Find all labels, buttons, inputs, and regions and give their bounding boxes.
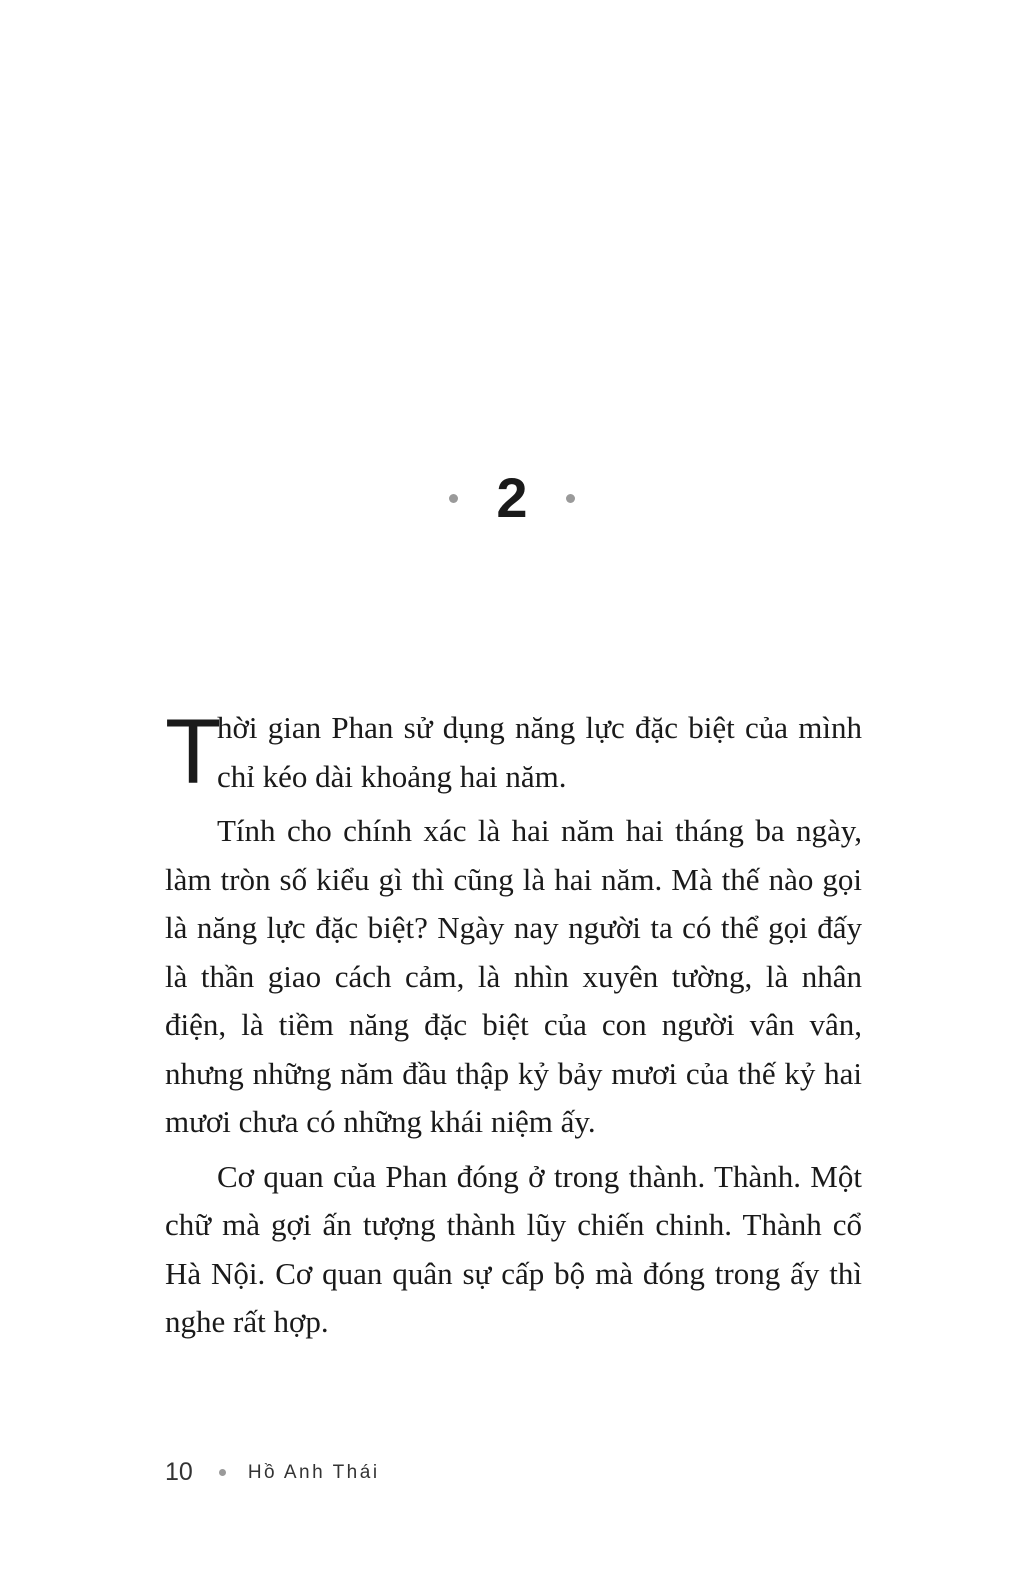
chapter-heading	[0, 460, 1024, 536]
drop-cap: T	[165, 701, 222, 803]
author-name: Hồ Anh Thái	[247, 1461, 380, 1483]
chapter-number: 2	[496, 466, 528, 529]
bullet-dot-icon	[219, 1469, 226, 1476]
paragraph-text: hời gian Phan sử dụng năng lực đặc biệt của mình chỉ kéo dài khoảng hai năm.	[217, 710, 862, 794]
page-number: 10	[165, 1458, 193, 1486]
paragraph	[165, 701, 862, 803]
paragraph: Tính cho chính xác là hai năm hai tháng ba ngày, làm tròn số kiểu gì thì cũng là hai năm. Mà thế nào gọi là năng lực đặc biệt? Ngày nay người ta có thể gọi đấy là thần giao cách cảm, là nhìn xuyên tường, là nhân điện, là tiềm năng đặc biệt của con người vân vân, nhưng những năm đầu thập kỷ bảy mươi của thế kỷ hai mươi chưa có những khái niệm ấy.	[165, 813, 862, 1139]
paragraph: Cơ quan của Phan đóng ở trong thành. Thành. Một chữ mà gợi ấn tượng thành lũy chiến chinh. Thành cổ Hà Nội. Cơ quan quân sự cấp bộ mà đóng trong ấy thì nghe rất hợp.	[165, 1158, 862, 1339]
bullet-dot-icon	[566, 494, 575, 503]
page-footer	[165, 1458, 380, 1487]
chapter-body	[165, 701, 862, 1347]
bullet-dot-icon	[449, 494, 458, 503]
